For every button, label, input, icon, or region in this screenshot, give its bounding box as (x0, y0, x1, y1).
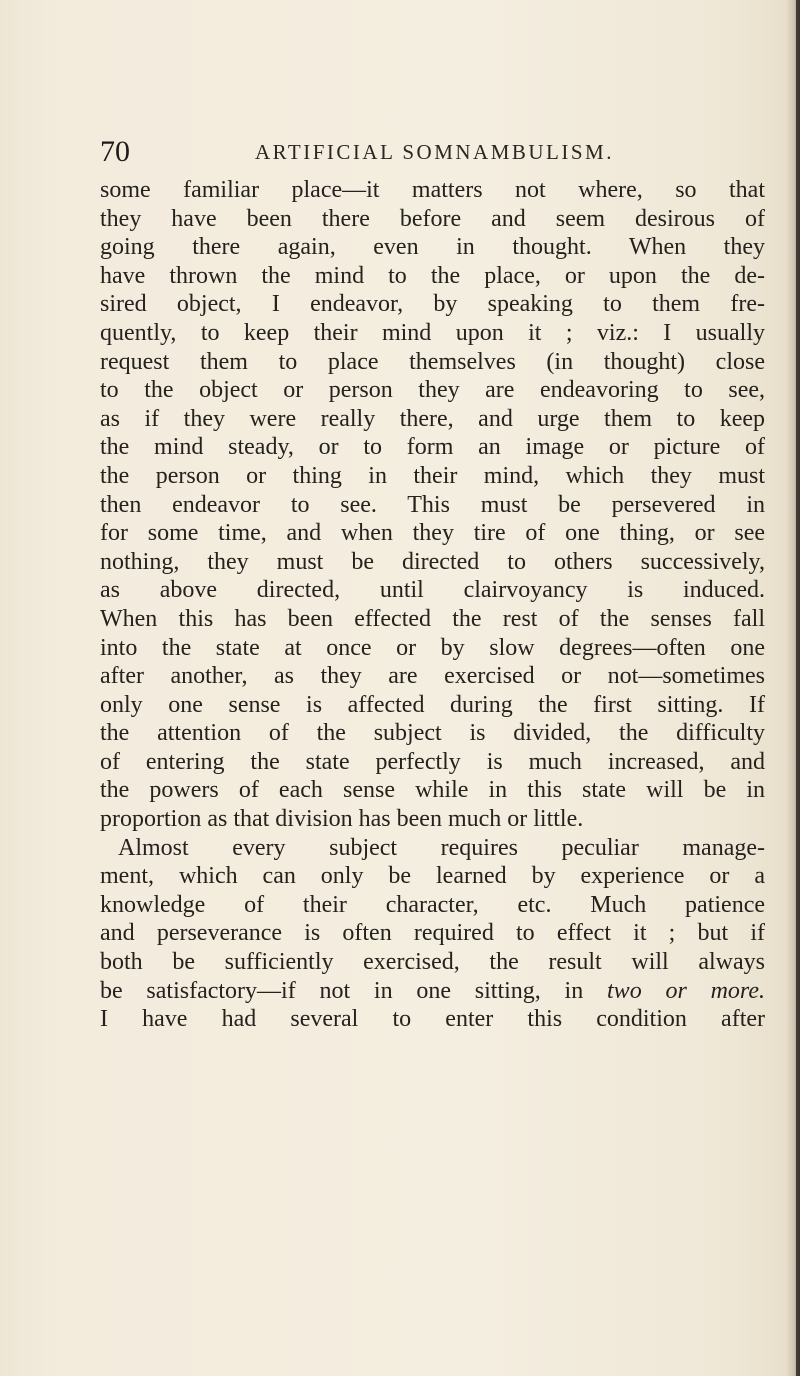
text-line: they have been there before and seem desirous of (100, 205, 765, 232)
text-line: the mind steady, or to form an image or picture of (100, 434, 765, 461)
text-line: into the state at once or by slow degrees—often one (100, 634, 765, 661)
text-line: then endeavor to see. This must be persevered in (100, 491, 765, 518)
text-line: only one sense is affected during the first sitting. If (100, 691, 765, 718)
text-line: as if they were really there, and urge them to keep (100, 405, 765, 432)
text-line: Almost every subject requires peculiar manage- (118, 834, 765, 861)
text-line: When this has been effected the rest of the senses fall (100, 605, 765, 632)
page-edge-mark (796, 0, 800, 1376)
text-line: request them to place themselves (in thought) close (100, 348, 765, 375)
page-header (100, 130, 700, 174)
text-line: ment, which can only be learned by experience or a (100, 863, 765, 890)
running-head: ARTIFICIAL SOMNAMBULISM. (255, 140, 614, 164)
page-number: 70 (100, 135, 130, 168)
text-line: the person or thing in their mind, which they must (100, 462, 765, 489)
text-line: nothing, they must be directed to others successively, (100, 548, 765, 575)
text-line: knowledge of their character, etc. Much patience (100, 891, 765, 918)
text-line-roman: be satisfactory—if not in one sitting, in (100, 977, 608, 1004)
text-line-with-italic (100, 977, 765, 1006)
text-line: proportion as that division has been much or little. (100, 806, 584, 833)
text-line: have thrown the mind to the place, or upon the de- (100, 262, 765, 289)
text-line: of entering the state perfectly is much increased, and (100, 748, 765, 775)
text-line: as above directed, until clairvoyancy is induced. (100, 577, 765, 604)
text-line: going there again, even in thought. When they (100, 234, 765, 261)
text-line: both be sufficiently exercised, the result will always (100, 949, 765, 976)
text-line: sired object, I endeavor, by speaking to them fre- (100, 291, 765, 318)
text-line: to the object or person they are endeavoring to see, (100, 377, 765, 404)
text-line: and perseverance is often required to effect it ; but if (100, 920, 765, 947)
text-line: some familiar place—it matters not where, so that (100, 177, 765, 203)
text-line: I have had several to enter this condition after (100, 1006, 765, 1033)
text-line: the attention of the subject is divided, the difficulty (100, 720, 765, 747)
body-text (100, 176, 765, 1034)
text-line: for some time, and when they tire of one thing, or see (100, 520, 765, 547)
text-line: quently, to keep their mind upon it ; viz.: I usually (100, 319, 765, 346)
text-line: after another, as they are exercised or not—sometimes (100, 663, 765, 690)
italic-phrase: two or more. (607, 977, 766, 1004)
text-line: the powers of each sense while in this state will be in (100, 777, 765, 804)
